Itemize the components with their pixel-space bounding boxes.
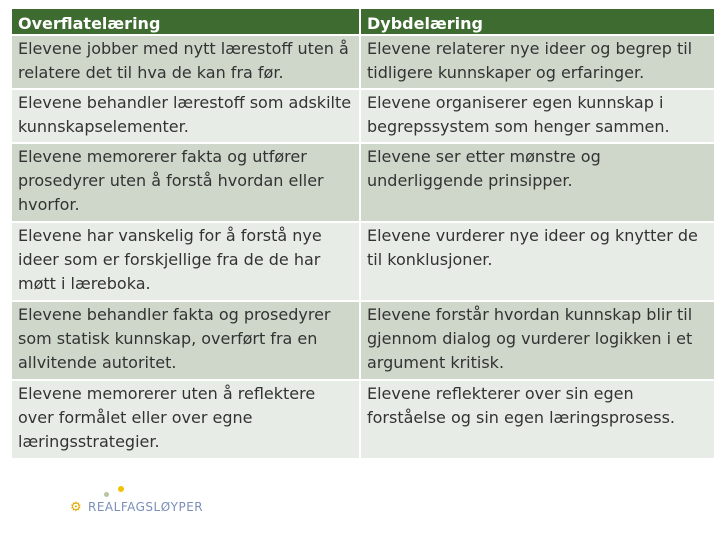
table-row <box>12 300 714 379</box>
comparison-table <box>12 9 714 458</box>
header-dybdelaering: Dybdelæring <box>361 9 714 34</box>
table-cell: Elevene memorerer uten å reflektere over formålet eller over egne læringsstrategier. <box>12 379 361 458</box>
table-row <box>12 142 714 221</box>
gear-icon: ⚙ <box>70 500 82 515</box>
table-cell: Elevene relaterer nye ideer og begrep til tidligere kunnskaper og erfaringer. <box>361 34 714 88</box>
table-row <box>12 379 714 458</box>
table-cell: Elevene har vanskelig for å forstå nye ideer som er forskjellige fra de de har møtt i læreboka. <box>12 221 361 300</box>
realfagsloyper-logo <box>70 486 204 522</box>
table-cell: Elevene vurderer nye ideer og knytter de til konklusjoner. <box>361 221 714 300</box>
lightbulb-icon <box>118 486 124 492</box>
table-row <box>12 34 714 88</box>
dot-icon <box>104 492 109 497</box>
table-row <box>12 221 714 300</box>
table-row <box>12 88 714 142</box>
table-cell: Elevene memorerer fakta og utfører prosedyrer uten å forstå hvordan eller hvorfor. <box>12 142 361 221</box>
header-overflatelaering: Overflatelæring <box>12 9 361 34</box>
logo-text: REALFAGSLØYPER <box>88 500 204 514</box>
table-cell: Elevene ser etter mønstre og underliggende prinsipper. <box>361 142 714 221</box>
table-cell: Elevene forstår hvordan kunnskap blir til gjennom dialog og vurderer logikken i et argument kritisk. <box>361 300 714 379</box>
table-cell: Elevene organiserer egen kunnskap i begrepssystem som henger sammen. <box>361 88 714 142</box>
table-cell: Elevene behandler fakta og prosedyrer som statisk kunnskap, overført fra en allvitende autoritet. <box>12 300 361 379</box>
table-cell: Elevene jobber med nytt lærestoff uten å relatere det til hva de kan fra før. <box>12 34 361 88</box>
table-cell: Elevene reflekterer over sin egen forståelse og sin egen læringsprosess. <box>361 379 714 458</box>
table-header-row <box>12 9 714 34</box>
table-cell: Elevene behandler lærestoff som adskilte kunnskapselementer. <box>12 88 361 142</box>
